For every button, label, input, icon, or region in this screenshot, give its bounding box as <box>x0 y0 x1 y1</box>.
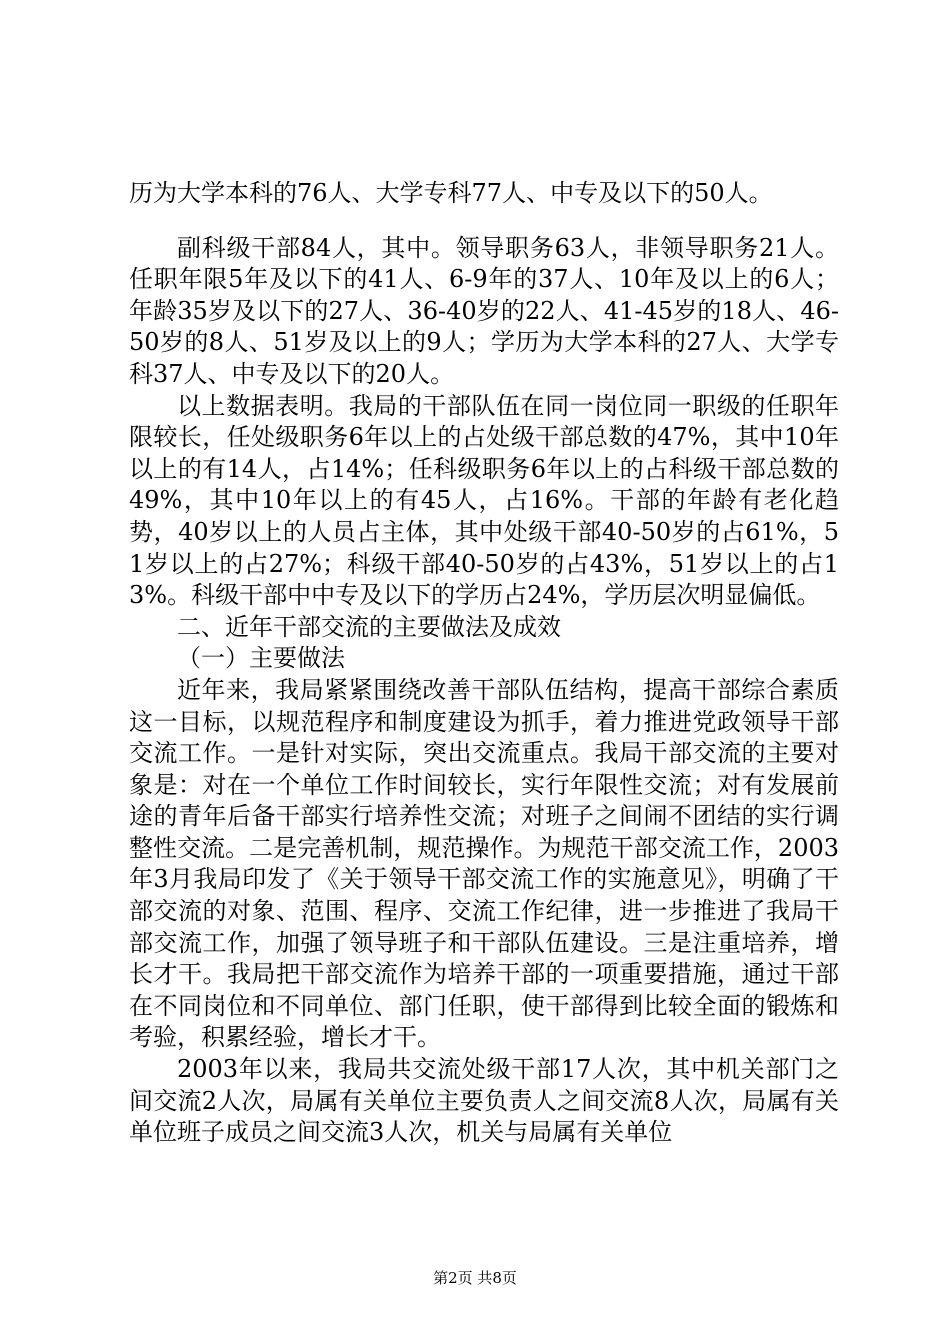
section-heading: 二、近年干部交流的主要做法及成效 <box>177 612 561 641</box>
paragraph-main-practices: 近年来，我局紧紧围绕改善干部队伍结构，提高干部综合素质这一目标，以规范程序和制度建设为抓手，着力推进党政领导干部交流工作。一是针对实际，突出交流重点。我局干部交流的主要对象是：对在一个单位工作时间较长，实行年限性交流；对有发展前途的青年后备干部实行培养性交流；对班子之间闹不团结的实行调整性交流。二是完善机制，规范操作。为规范干部交流工作，2003年3月我局印发了《关于领导干部交流工作的实施意见》，明确了干部交流的对象、范围、程序、交流工作纪律，进一步推进了我局干部交流工作，加强了领导班子和干部队伍建设。三是注重培养，增长才干。我局把干部交流作为培养干部的一项重要措施，通过干部在不同岗位和不同单位、部门任职，使干部得到比较全面的锻炼和考验，积累经验，增长才干。 <box>129 675 839 1052</box>
paragraph-exchange-stats: 2003年以来，我局共交流处级干部17人次，其中机关部门之间交流2人次，局属有关单位主要负责人之间交流8人次，局属有关单位班子成员之间交流3人次，机关与局属有关单位 <box>129 1055 839 1147</box>
paragraph-deputy-section-cadres: 副科级干部84人，其中。领导职务63人，非领导职务21人。任职年限5年及以下的41人、6-9年的37人、10年及以上的6人；年龄35岁及以下的27人、36-40岁的22人、41-45岁的18人、46-50岁的8人、51岁及以上的9人；学历为大学本科的27人、大学专科37人、中专及以下的20人。 <box>129 233 839 388</box>
paragraph-continuation: 历为大学本科的76人、大学专科77人、中专及以下的50人。 <box>129 179 773 207</box>
subsection-heading: （一）主要做法 <box>177 644 345 673</box>
page-number-footer: 第2页 共8页 <box>433 1269 517 1287</box>
paragraph-data-analysis: 以上数据表明。我局的干部队伍在同一岗位同一职级的任职年限较长，任处级职务6年以上的占处级干部总数的47%，其中10年以上的有14人，占14%；任科级职务6年以上的占科级干部总数的49%，其中10年以上的有45人，占16%。干部的年龄有老化趋势，40岁以上的人员占主体，其中处级干部40-50岁的占61%，51岁以上的占27%；科级干部40-50岁的占43%，51岁以上的占13%。科级干部中中专及以下的学历占24%，学历层次明显偏低。 <box>129 391 839 610</box>
paragraph-gap <box>129 210 839 233</box>
document-body <box>129 178 839 1149</box>
